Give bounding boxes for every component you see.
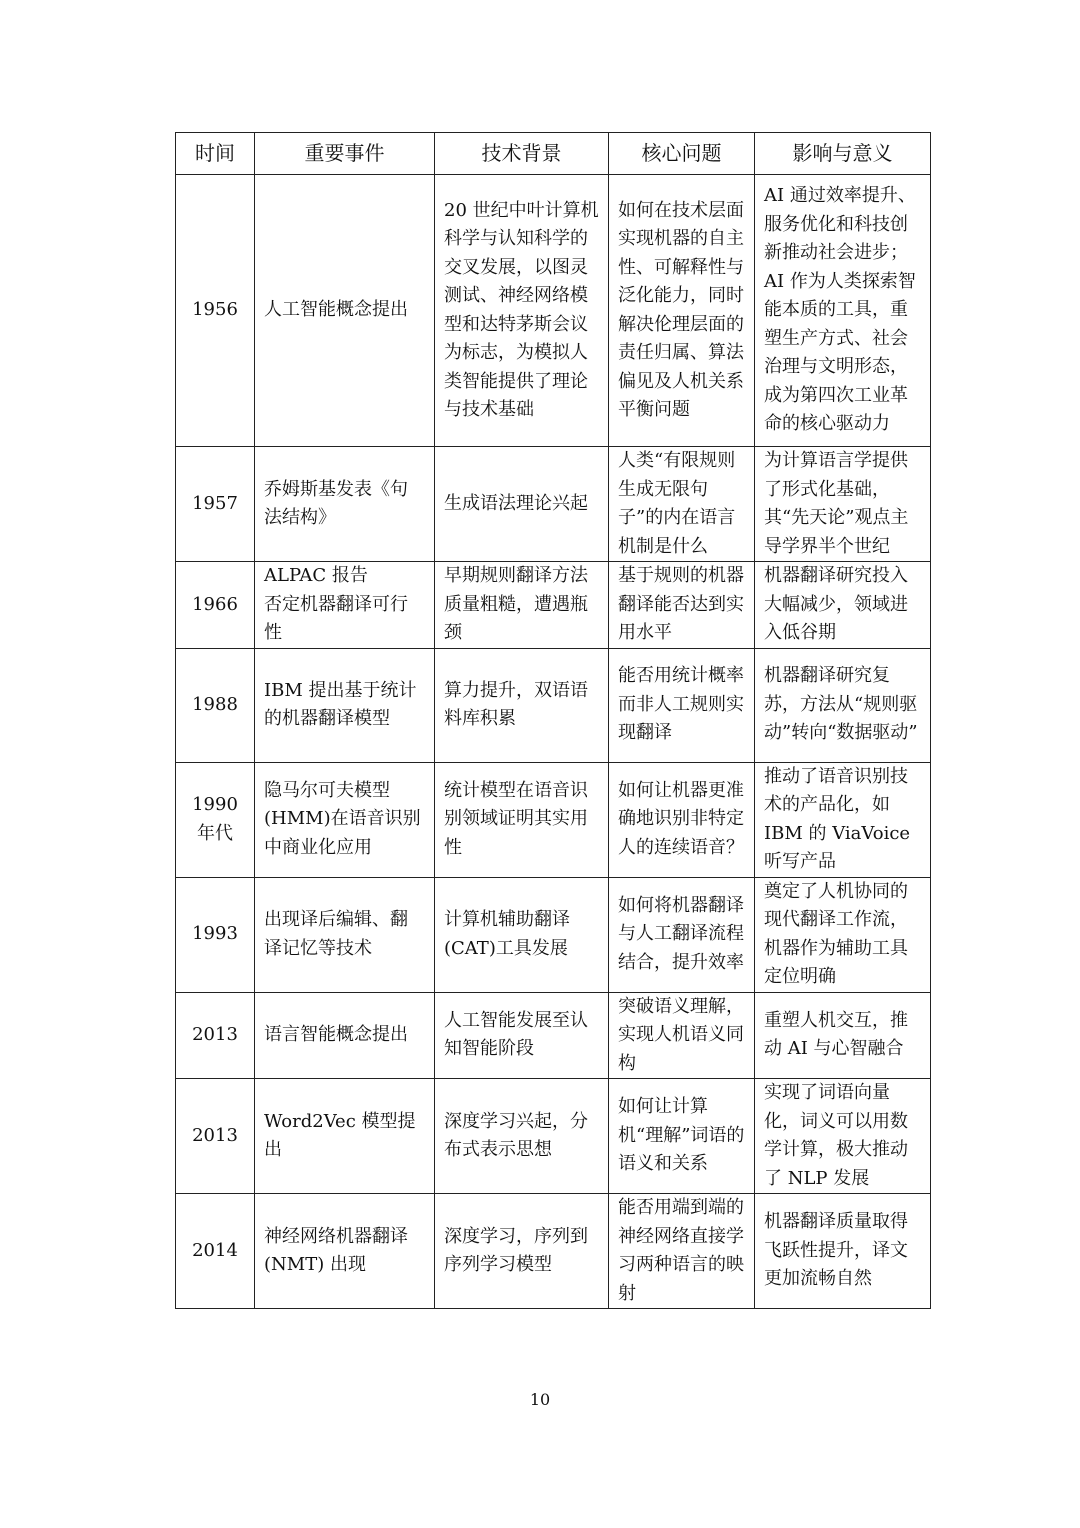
cell-issue: 基于规则的机器翻译能否达到实用水平 [609, 562, 755, 649]
cell-impact: 推动了语音识别技术的产品化，如 IBM 的 ViaVoice 听写产品 [755, 762, 931, 877]
cell-background: 计算机辅助翻译(CAT)工具发展 [435, 877, 609, 992]
cell-issue: 突破语义理解，实现人机语义同构 [609, 992, 755, 1079]
cell-impact: 机器翻译研究投入大幅减少，领域进入低谷期 [755, 562, 931, 649]
cell-background: 统计模型在语音识别领域证明其实用性 [435, 762, 609, 877]
cell-issue: 如何将机器翻译与人工翻译流程结合，提升效率 [609, 877, 755, 992]
history-table [175, 132, 931, 1309]
cell-issue: 能否用端到端的神经网络直接学习两种语言的映射 [609, 1194, 755, 1309]
cell-time: 2013 [176, 1079, 255, 1194]
cell-background: 算力提升，双语语料库积累 [435, 648, 609, 762]
cell-background: 人工智能发展至认知智能阶段 [435, 992, 609, 1079]
table-row [176, 562, 931, 649]
cell-issue: 人类“有限规则生成无限句子”的内在语言机制是什么 [609, 447, 755, 562]
table-row [176, 877, 931, 992]
cell-impact: 奠定了人机协同的现代翻译工作流，机器作为辅助工具定位明确 [755, 877, 931, 992]
table-row [176, 175, 931, 447]
header-impact: 影响与意义 [755, 133, 931, 175]
cell-time: 2014 [176, 1194, 255, 1309]
cell-background: 生成语法理论兴起 [435, 447, 609, 562]
cell-issue: 能否用统计概率而非人工规则实现翻译 [609, 648, 755, 762]
cell-issue: 如何在技术层面实现机器的自主性、可解释性与泛化能力，同时解决伦理层面的责任归属、算法偏见及人机关系平衡问题 [609, 175, 755, 447]
cell-event: ALPAC 报告 否定机器翻译可行性 [255, 562, 435, 649]
cell-time: 1993 [176, 877, 255, 992]
header-event: 重要事件 [255, 133, 435, 175]
cell-impact: 为计算语言学提供了形式化基础，其“先天论”观点主导学界半个世纪 [755, 447, 931, 562]
cell-time: 2013 [176, 992, 255, 1079]
table-row [176, 1194, 931, 1309]
table-body [176, 175, 931, 1309]
cell-background: 20 世纪中叶计算机科学与认知科学的交叉发展，以图灵测试、神经网络模型和达特茅斯会议为标志，为模拟人类智能提供了理论与技术基础 [435, 175, 609, 447]
cell-impact: AI 通过效率提升、服务优化和科技创新推动社会进步；AI 作为人类探索智能本质的工具，重塑生产方式、社会治理与文明形态，成为第四次工业革命的核心驱动力 [755, 175, 931, 447]
cell-event: 隐马尔可夫模型(HMM)在语音识别中商业化应用 [255, 762, 435, 877]
header-background: 技术背景 [435, 133, 609, 175]
cell-background: 深度学习兴起，分布式表示思想 [435, 1079, 609, 1194]
cell-time: 1957 [176, 447, 255, 562]
cell-event: Word2Vec 模型提出 [255, 1079, 435, 1194]
cell-issue: 如何让机器更准确地识别非特定人的连续语音？ [609, 762, 755, 877]
table-header-row [176, 133, 931, 175]
table-row [176, 992, 931, 1079]
cell-time: 1966 [176, 562, 255, 649]
cell-time: 1956 [176, 175, 255, 447]
table-row [176, 447, 931, 562]
cell-time: 1990 年代 [176, 762, 255, 877]
cell-impact: 机器翻译研究复苏，方法从“规则驱动”转向“数据驱动” [755, 648, 931, 762]
cell-event: 神经网络机器翻译(NMT) 出现 [255, 1194, 435, 1309]
cell-background: 深度学习，序列到序列学习模型 [435, 1194, 609, 1309]
cell-background: 早期规则翻译方法质量粗糙，遭遇瓶颈 [435, 562, 609, 649]
cell-event: 出现译后编辑、翻译记忆等技术 [255, 877, 435, 992]
table-row [176, 762, 931, 877]
cell-event: 乔姆斯基发表《句法结构》 [255, 447, 435, 562]
cell-impact: 机器翻译质量取得飞跃性提升，译文更加流畅自然 [755, 1194, 931, 1309]
cell-event: 人工智能概念提出 [255, 175, 435, 447]
table-row [176, 648, 931, 762]
header-issue: 核心问题 [609, 133, 755, 175]
cell-impact: 实现了词语向量化，词义可以用数学计算，极大推动了 NLP 发展 [755, 1079, 931, 1194]
cell-event: 语言智能概念提出 [255, 992, 435, 1079]
page-number: 10 [529, 1390, 551, 1409]
header-time: 时间 [176, 133, 255, 175]
cell-event: IBM 提出基于统计的机器翻译模型 [255, 648, 435, 762]
cell-time: 1988 [176, 648, 255, 762]
cell-impact: 重塑人机交互，推动 AI 与心智融合 [755, 992, 931, 1079]
table-row [176, 1079, 931, 1194]
cell-issue: 如何让计算机“理解”词语的语义和关系 [609, 1079, 755, 1194]
